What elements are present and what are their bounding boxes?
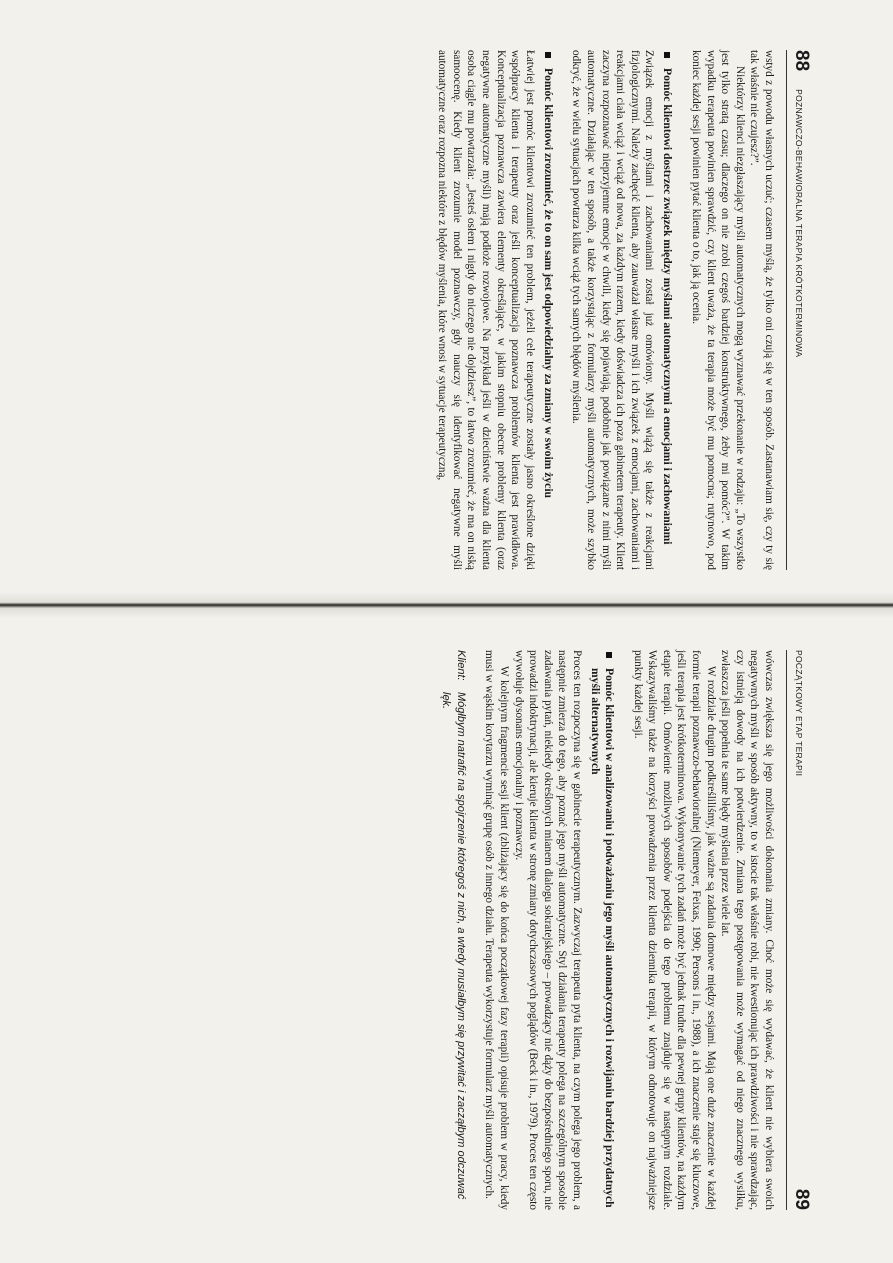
running-head-title: POZNAWCZO-BEHAWIORALNA TERAPIA KRÓTKOTERMINOWA xyxy=(794,89,804,358)
paragraph: W kolejnym fragmencie sesji klient (zbliżający się do końca początkowej fazy terapii) opisuje problem w pracy, kiedy musi w wąskim korytarzu wyminąć grupę osób z innego działu. Terapeuta wykorzystuje formularz myśli automatycznych. xyxy=(483,650,511,1210)
running-head xyxy=(786,650,812,1210)
page-body xyxy=(439,650,776,1210)
square-bullet-icon xyxy=(664,52,670,58)
square-bullet-icon xyxy=(606,652,612,658)
paragraph: wówczas zwiększa się jego możliwości dokonania zmiany. Choć może się wydawać, że klient nie wybiera swoich negatywnych myśli w sposób aktywny, to w istocie tak właśnie robi, nie kwestionując ich prawdziwości i nie sprawdzając, czy istnieją dowody na ich potwierdzenie. Zmiana tego postępowania może wymagać od niego znacznego wysiłku, zwłaszcza jeśli popełnia te same błędy myślenia przez wiele lat. xyxy=(719,650,775,1210)
dialogue-speaker: Klient: xyxy=(454,650,467,681)
right-page xyxy=(22,650,812,1210)
paragraph: W rozdziale drugim podkreśliliśmy, jak ważne są zadania domowe między sesjami. Mają one duże znaczenie w każdej formie terapii poznawczo-behawioralnej (Niemeyer, Feixas, 1990; Persons i in., 1988), a ich znaczenie staje się kluczowe, jeśli terapia jest krótkoterminowa. Wykonywanie tych zadań może być jednak trudne dla pewnej grupy klientów, na każdym etapie terapii. Omówienie możliwych sposobów podejścia do tego problemu znajduje się w następnym rozdziale. Wskazywaliśmy także na korzyści prowadzenia przez klienta dziennika terapii, w którym odnotowuje on najważniejsze punkty każdej sesji. xyxy=(631,650,717,1210)
square-bullet-icon xyxy=(545,52,551,58)
section-title: Pomóc klientowi dostrzec związek między myślami automatycznymi a emocjami i zachowaniami xyxy=(661,68,675,545)
section-title: Pomóc klientowi w analizowaniu i podważaniu jego myśli automatycznych i rozwijaniu bardziej przydatnych myśli alternatywnych xyxy=(589,668,617,1208)
page-number: 89 xyxy=(791,1188,812,1210)
paragraph: Związek emocji z myślami i zachowaniami został już omówiony. Myśli wiążą się także z reakcjami fizjologicznymi. Należy zachęcić klienta, aby zauważał własne myśli i ich związek z emocjami, zachowaniami i reakcjami ciała wciąż i wciąż od nowa, za każdym razem, kiedy doświadcza ich poza gabinetem terapeuty. Klient zaczyna rozpoznawać nieprzyjemne emocje w chwili, kiedy się pojawiają, podobnie jak powiązane z nimi myśli automatyczne. Działając w ten sposób, a także korzystając z formularzy myśli automatycznych, może szybko odkryć, że w wielu sytuacjach powtarza kilka wciąż tych samych błędów myślenia. xyxy=(570,50,656,570)
section-heading xyxy=(588,650,616,1210)
dialogue-text: Mógłbym natrafić na spojrzenie któregoś z nich, a wtedy musiałbym się przywitać i zacząłbym odczuwać lęk. xyxy=(440,692,467,1200)
left-page xyxy=(22,50,812,570)
section-heading xyxy=(660,50,674,570)
running-head xyxy=(786,50,812,570)
section-heading xyxy=(541,50,555,570)
paragraph: Proces ten rozpoczyna się w gabinecie terapeutycznym. Zazwyczaj terapeuta pyta klienta, na czym polega jego problem, a następnie zmierza do tego, aby poznać jego myśli automatyczne. Styl działania terapeuty polega na szczególnym sposobie zadawania pytań, niekiedy określonych mianem dialogu sokratejskiego – prowadzący nie dąży do bezpośredniego sporu, nie prowadzi indoktrynacji, ale kieruje klienta w stronę zmiany dotychczasowych poglądów (Beck i in., 1979). Proces ten często wywołuje dysonans emocjonalny i poznawczy. xyxy=(512,650,584,1210)
running-head-title: POCZĄTKOWY ETAP TERAPII xyxy=(794,650,804,777)
page-body xyxy=(435,50,776,570)
paragraph: wstyd z powodu własnych uczuć; czasem myślą, że tylko oni czują się w ten sposób. Zastanawiam się, czy ty się tak właśnie nie czujesz?”. xyxy=(748,50,775,570)
section-title: Pomóc klientowi zrozumieć, że to on sam jest odpowiedzialny za zmiany w swoim życiu xyxy=(541,68,555,498)
page-number: 88 xyxy=(791,50,812,72)
book-spine xyxy=(0,592,893,618)
paragraph: Niektórzy klienci niezgłaszający myśli automatycznych mogą wyznawać przekonanie w rodzaju: „To wszystko jest tylko stratą czasu; dlaczego on nie zrobi czegoś bardziej konstruktywnego, żeby mi pomóc?”. W takim wypadku terapeuta powinien sprawdzić, czy klient uważa, że ta terapia może być mu pomocna; rutynowo, pod koniec każdej sesji powinien pytać klienta o to, jak ją ocenia. xyxy=(690,50,746,570)
dialogue-line xyxy=(439,650,468,1210)
paragraph: Łatwiej jest pomóc klientowi zrozumieć ten problem, jeżeli cele terapeutyczne zostały jasno określone dzięki współpracy klienta i terapeuty oraz jeśli konceptualizacja poznawcza problemów klienta jest prawidłowa. Konceptualizacja poznawcza zawiera elementy określające, w jakim stopniu obecne problemy klienta (oraz negatywne automatyczne myśli) mają podłoże rozwojowe. Na przykład jeśli w dzieciństwie ważna dla klienta osoba ciągle mu powtarzała: „Jesteś osłem i nigdy do niczego nie dojdziesz”, to łatwo zrozumieć, że ma on niską samoocenę. Kiedy klient zrozumie model poznawczy, gdy nauczy się identyfikować negatywne myśli automatyczne oraz rozpozna niektóre z błędów myślenia, które wnosi w sytuacje terapeutyczną, xyxy=(436,50,536,570)
